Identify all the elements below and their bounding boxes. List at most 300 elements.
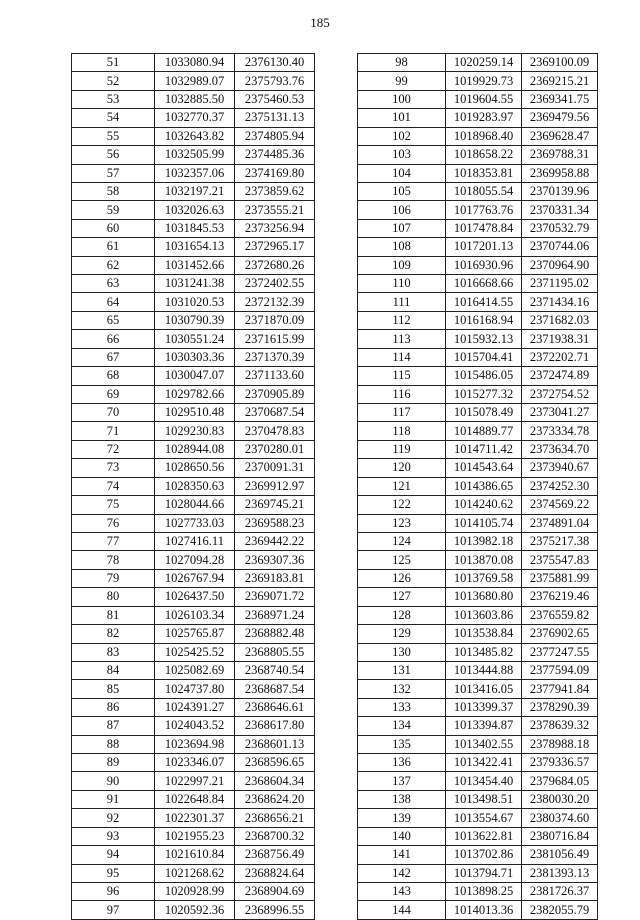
x-coordinate-cell: 1030047.07 [155,367,235,385]
y-coordinate-cell: 2373859.62 [235,182,315,200]
table-row [72,293,315,311]
x-coordinate-cell: 1018658.22 [446,146,522,164]
x-coordinate-cell: 1032989.07 [155,72,235,90]
y-coordinate-cell: 2368604.34 [235,772,315,790]
x-coordinate-cell: 1028350.63 [155,477,235,495]
x-coordinate-cell: 1013870.08 [446,551,522,569]
point-number-cell: 98 [358,54,446,72]
y-coordinate-cell: 2373041.27 [522,404,598,422]
y-coordinate-cell: 2379684.05 [522,772,598,790]
table-row [72,182,315,200]
point-number-cell: 75 [72,496,155,514]
point-number-cell: 70 [72,404,155,422]
table-row [72,459,315,477]
y-coordinate-cell: 2381056.49 [522,846,598,864]
point-number-cell: 51 [72,54,155,72]
x-coordinate-cell: 1015078.49 [446,404,522,422]
x-coordinate-cell: 1019929.73 [446,72,522,90]
y-coordinate-cell: 2368646.61 [235,698,315,716]
y-coordinate-cell: 2371870.09 [235,311,315,329]
point-number-cell: 139 [358,809,446,827]
y-coordinate-cell: 2371615.99 [235,330,315,348]
y-coordinate-cell: 2369341.75 [522,90,598,108]
point-number-cell: 133 [358,698,446,716]
y-coordinate-cell: 2370905.89 [235,385,315,403]
y-coordinate-cell: 2370964.90 [522,256,598,274]
table-row [358,680,598,698]
point-number-cell: 72 [72,440,155,458]
point-number-cell: 89 [72,754,155,772]
y-coordinate-cell: 2373634.70 [522,440,598,458]
table-row [72,330,315,348]
table-row [358,72,598,90]
y-coordinate-cell: 2369215.21 [522,72,598,90]
point-number-cell: 101 [358,109,446,127]
y-coordinate-cell: 2371434.16 [522,293,598,311]
x-coordinate-cell: 1031845.53 [155,219,235,237]
y-coordinate-cell: 2369588.23 [235,514,315,532]
point-number-cell: 64 [72,293,155,311]
x-coordinate-cell: 1030303.36 [155,348,235,366]
table-row [358,532,598,550]
table-row [72,238,315,256]
y-coordinate-cell: 2369479.56 [522,109,598,127]
y-coordinate-cell: 2371195.02 [522,275,598,293]
x-coordinate-cell: 1032885.50 [155,90,235,108]
x-coordinate-cell: 1013444.88 [446,661,522,679]
x-coordinate-cell: 1022301.37 [155,809,235,827]
point-number-cell: 57 [72,164,155,182]
table-row [358,901,598,919]
y-coordinate-cell: 2376559.82 [522,606,598,624]
x-coordinate-cell: 1022648.84 [155,790,235,808]
y-coordinate-cell: 2370744.06 [522,238,598,256]
x-coordinate-cell: 1031452.66 [155,256,235,274]
table-row [72,90,315,108]
point-number-cell: 68 [72,367,155,385]
y-coordinate-cell: 2373334.78 [522,422,598,440]
point-number-cell: 95 [72,864,155,882]
point-number-cell: 94 [72,846,155,864]
table-row [358,90,598,108]
point-number-cell: 123 [358,514,446,532]
table-row [358,293,598,311]
x-coordinate-cell: 1027094.28 [155,551,235,569]
table-row [72,882,315,900]
y-coordinate-cell: 2375793.76 [235,72,315,90]
point-number-cell: 66 [72,330,155,348]
point-number-cell: 81 [72,606,155,624]
point-number-cell: 117 [358,404,446,422]
y-coordinate-cell: 2372202.71 [522,348,598,366]
table-row [72,496,315,514]
table-row [72,404,315,422]
x-coordinate-cell: 1016668.66 [446,275,522,293]
y-coordinate-cell: 2368882.48 [235,625,315,643]
table-row [72,514,315,532]
table-row [72,864,315,882]
x-coordinate-cell: 1013794.71 [446,864,522,882]
table-row [358,864,598,882]
x-coordinate-cell: 1018055.54 [446,182,522,200]
x-coordinate-cell: 1025765.87 [155,625,235,643]
y-coordinate-cell: 2376219.46 [522,588,598,606]
y-coordinate-cell: 2368740.54 [235,661,315,679]
point-number-cell: 110 [358,275,446,293]
point-number-cell: 82 [72,625,155,643]
x-coordinate-cell: 1029510.48 [155,404,235,422]
table-row [358,606,598,624]
x-coordinate-cell: 1021268.62 [155,864,235,882]
point-number-cell: 134 [358,717,446,735]
point-number-cell: 76 [72,514,155,532]
point-number-cell: 60 [72,219,155,237]
table-row [72,201,315,219]
y-coordinate-cell: 2370139.96 [522,182,598,200]
point-number-cell: 71 [72,422,155,440]
y-coordinate-cell: 2369912.97 [235,477,315,495]
y-coordinate-cell: 2372402.55 [235,275,315,293]
point-number-cell: 112 [358,311,446,329]
table-row [358,754,598,772]
y-coordinate-cell: 2382055.79 [522,901,598,919]
point-number-cell: 102 [358,127,446,145]
point-number-cell: 125 [358,551,446,569]
point-number-cell: 80 [72,588,155,606]
x-coordinate-cell: 1013603.86 [446,606,522,624]
point-number-cell: 99 [358,72,446,90]
x-coordinate-cell: 1028650.56 [155,459,235,477]
x-coordinate-cell: 1018968.40 [446,127,522,145]
table-row [358,311,598,329]
x-coordinate-cell: 1027416.11 [155,532,235,550]
table-row [358,459,598,477]
x-coordinate-cell: 1024737.80 [155,680,235,698]
point-number-cell: 115 [358,367,446,385]
y-coordinate-cell: 2369788.31 [522,146,598,164]
y-coordinate-cell: 2378639.32 [522,717,598,735]
x-coordinate-cell: 1030551.24 [155,330,235,348]
point-number-cell: 90 [72,772,155,790]
y-coordinate-cell: 2380030.20 [522,790,598,808]
y-coordinate-cell: 2369745.21 [235,496,315,514]
y-coordinate-cell: 2374569.22 [522,496,598,514]
table-row [72,606,315,624]
x-coordinate-cell: 1015932.13 [446,330,522,348]
x-coordinate-cell: 1020259.14 [446,54,522,72]
table-row [358,496,598,514]
y-coordinate-cell: 2368805.55 [235,643,315,661]
table-row [72,275,315,293]
table-row [72,146,315,164]
x-coordinate-cell: 1023694.98 [155,735,235,753]
x-coordinate-cell: 1013702.86 [446,846,522,864]
y-coordinate-cell: 2375547.83 [522,551,598,569]
x-coordinate-cell: 1020928.99 [155,882,235,900]
point-number-cell: 116 [358,385,446,403]
table-row [72,385,315,403]
y-coordinate-cell: 2372965.17 [235,238,315,256]
table-row [358,219,598,237]
point-number-cell: 58 [72,182,155,200]
y-coordinate-cell: 2380374.60 [522,809,598,827]
y-coordinate-cell: 2368596.65 [235,754,315,772]
table-row [358,551,598,569]
point-number-cell: 129 [358,625,446,643]
y-coordinate-cell: 2368824.64 [235,864,315,882]
y-coordinate-cell: 2374805.94 [235,127,315,145]
table-row [358,643,598,661]
point-number-cell: 130 [358,643,446,661]
y-coordinate-cell: 2375131.13 [235,109,315,127]
x-coordinate-cell: 1020592.36 [155,901,235,919]
point-number-cell: 106 [358,201,446,219]
point-number-cell: 137 [358,772,446,790]
y-coordinate-cell: 2368996.55 [235,901,315,919]
y-coordinate-cell: 2368601.13 [235,735,315,753]
point-number-cell: 59 [72,201,155,219]
table-row [358,809,598,827]
x-coordinate-cell: 1025082.69 [155,661,235,679]
x-coordinate-cell: 1019283.97 [446,109,522,127]
point-number-cell: 135 [358,735,446,753]
table-row [358,275,598,293]
table-row [72,790,315,808]
y-coordinate-cell: 2369628.47 [522,127,598,145]
x-coordinate-cell: 1031654.13 [155,238,235,256]
y-coordinate-cell: 2368756.49 [235,846,315,864]
table-row [72,219,315,237]
point-number-cell: 103 [358,146,446,164]
y-coordinate-cell: 2368700.32 [235,827,315,845]
table-row [358,330,598,348]
y-coordinate-cell: 2375460.53 [235,90,315,108]
x-coordinate-cell: 1031241.38 [155,275,235,293]
point-number-cell: 141 [358,846,446,864]
table-row [72,127,315,145]
y-coordinate-cell: 2368617.80 [235,717,315,735]
point-number-cell: 100 [358,90,446,108]
point-number-cell: 62 [72,256,155,274]
x-coordinate-cell: 1013982.18 [446,532,522,550]
table-row [72,477,315,495]
point-number-cell: 83 [72,643,155,661]
point-number-cell: 52 [72,72,155,90]
table-row [72,809,315,827]
point-number-cell: 140 [358,827,446,845]
table-row [358,367,598,385]
y-coordinate-cell: 2374485.36 [235,146,315,164]
table-row [358,735,598,753]
point-number-cell: 111 [358,293,446,311]
x-coordinate-cell: 1024043.52 [155,717,235,735]
x-coordinate-cell: 1028944.08 [155,440,235,458]
table-row [358,201,598,219]
x-coordinate-cell: 1013416.05 [446,680,522,698]
point-number-cell: 78 [72,551,155,569]
y-coordinate-cell: 2372474.89 [522,367,598,385]
x-coordinate-cell: 1014711.42 [446,440,522,458]
x-coordinate-cell: 1016930.96 [446,256,522,274]
point-number-cell: 88 [72,735,155,753]
x-coordinate-cell: 1013454.40 [446,772,522,790]
point-number-cell: 67 [72,348,155,366]
y-coordinate-cell: 2378290.39 [522,698,598,716]
x-coordinate-cell: 1014889.77 [446,422,522,440]
y-coordinate-cell: 2373940.67 [522,459,598,477]
table-row [358,54,598,72]
point-number-cell: 128 [358,606,446,624]
table-row [72,698,315,716]
x-coordinate-cell: 1016168.94 [446,311,522,329]
x-coordinate-cell: 1032357.06 [155,164,235,182]
x-coordinate-cell: 1017763.76 [446,201,522,219]
table-row [72,772,315,790]
x-coordinate-cell: 1014013.36 [446,901,522,919]
table-row [72,680,315,698]
x-coordinate-cell: 1032026.63 [155,201,235,219]
table-row [358,569,598,587]
table-row [358,182,598,200]
y-coordinate-cell: 2378988.18 [522,735,598,753]
x-coordinate-cell: 1014240.62 [446,496,522,514]
table-row [72,54,315,72]
x-coordinate-cell: 1029782.66 [155,385,235,403]
table-row [358,127,598,145]
x-coordinate-cell: 1029230.83 [155,422,235,440]
y-coordinate-cell: 2371370.39 [235,348,315,366]
point-number-cell: 131 [358,661,446,679]
y-coordinate-cell: 2370532.79 [522,219,598,237]
x-coordinate-cell: 1032770.37 [155,109,235,127]
table-row [72,754,315,772]
y-coordinate-cell: 2372132.39 [235,293,315,311]
x-coordinate-cell: 1015704.41 [446,348,522,366]
y-coordinate-cell: 2369183.81 [235,569,315,587]
point-number-cell: 61 [72,238,155,256]
point-number-cell: 73 [72,459,155,477]
table-row [72,643,315,661]
x-coordinate-cell: 1022997.21 [155,772,235,790]
point-number-cell: 119 [358,440,446,458]
x-coordinate-cell: 1032197.21 [155,182,235,200]
table-row [72,348,315,366]
y-coordinate-cell: 2369958.88 [522,164,598,182]
table-row [72,588,315,606]
point-number-cell: 56 [72,146,155,164]
y-coordinate-cell: 2376902.65 [522,625,598,643]
y-coordinate-cell: 2370478.83 [235,422,315,440]
table-row [72,532,315,550]
y-coordinate-cell: 2374252.30 [522,477,598,495]
y-coordinate-cell: 2372754.52 [522,385,598,403]
x-coordinate-cell: 1021955.23 [155,827,235,845]
y-coordinate-cell: 2374169.80 [235,164,315,182]
table-row [358,256,598,274]
x-coordinate-cell: 1016414.55 [446,293,522,311]
table-row [72,440,315,458]
x-coordinate-cell: 1026437.50 [155,588,235,606]
x-coordinate-cell: 1013769.58 [446,569,522,587]
point-number-cell: 65 [72,311,155,329]
x-coordinate-cell: 1015277.32 [446,385,522,403]
table-row [72,311,315,329]
table-row [72,661,315,679]
table-row [358,514,598,532]
page-number: 185 [310,15,330,30]
x-coordinate-cell: 1032505.99 [155,146,235,164]
table-row [358,661,598,679]
x-coordinate-cell: 1025425.52 [155,643,235,661]
table-row [358,772,598,790]
point-number-cell: 87 [72,717,155,735]
y-coordinate-cell: 2370091.31 [235,459,315,477]
table-row [358,827,598,845]
y-coordinate-cell: 2374891.04 [522,514,598,532]
table-row [358,164,598,182]
table-row [358,625,598,643]
point-number-cell: 124 [358,532,446,550]
point-number-cell: 97 [72,901,155,919]
table-row [358,477,598,495]
table-row [358,348,598,366]
x-coordinate-cell: 1013485.82 [446,643,522,661]
x-coordinate-cell: 1019604.55 [446,90,522,108]
x-coordinate-cell: 1013680.80 [446,588,522,606]
x-coordinate-cell: 1013554.67 [446,809,522,827]
y-coordinate-cell: 2372680.26 [235,256,315,274]
x-coordinate-cell: 1021610.84 [155,846,235,864]
y-coordinate-cell: 2380716.84 [522,827,598,845]
table-row [358,790,598,808]
y-coordinate-cell: 2368904.69 [235,882,315,900]
table-row [358,846,598,864]
y-coordinate-cell: 2376130.40 [235,54,315,72]
point-number-cell: 143 [358,882,446,900]
table-row [358,404,598,422]
x-coordinate-cell: 1028044.66 [155,496,235,514]
table-row [358,109,598,127]
y-coordinate-cell: 2379336.57 [522,754,598,772]
point-number-cell: 93 [72,827,155,845]
y-coordinate-cell: 2371133.60 [235,367,315,385]
table-row [358,588,598,606]
x-coordinate-cell: 1014105.74 [446,514,522,532]
x-coordinate-cell: 1017201.13 [446,238,522,256]
x-coordinate-cell: 1013422.41 [446,754,522,772]
point-number-cell: 144 [358,901,446,919]
x-coordinate-cell: 1013898.25 [446,882,522,900]
table-row [358,882,598,900]
point-number-cell: 120 [358,459,446,477]
y-coordinate-cell: 2375217.38 [522,532,598,550]
table-row [358,440,598,458]
point-number-cell: 55 [72,127,155,145]
table-row [72,901,315,919]
x-coordinate-cell: 1013622.81 [446,827,522,845]
point-number-cell: 118 [358,422,446,440]
coordinates-table-left [71,53,315,920]
y-coordinate-cell: 2370331.34 [522,201,598,219]
y-coordinate-cell: 2370687.54 [235,404,315,422]
table-row [72,72,315,90]
table-row [72,717,315,735]
x-coordinate-cell: 1026767.94 [155,569,235,587]
point-number-cell: 86 [72,698,155,716]
y-coordinate-cell: 2377594.09 [522,661,598,679]
point-number-cell: 138 [358,790,446,808]
table-row [358,146,598,164]
